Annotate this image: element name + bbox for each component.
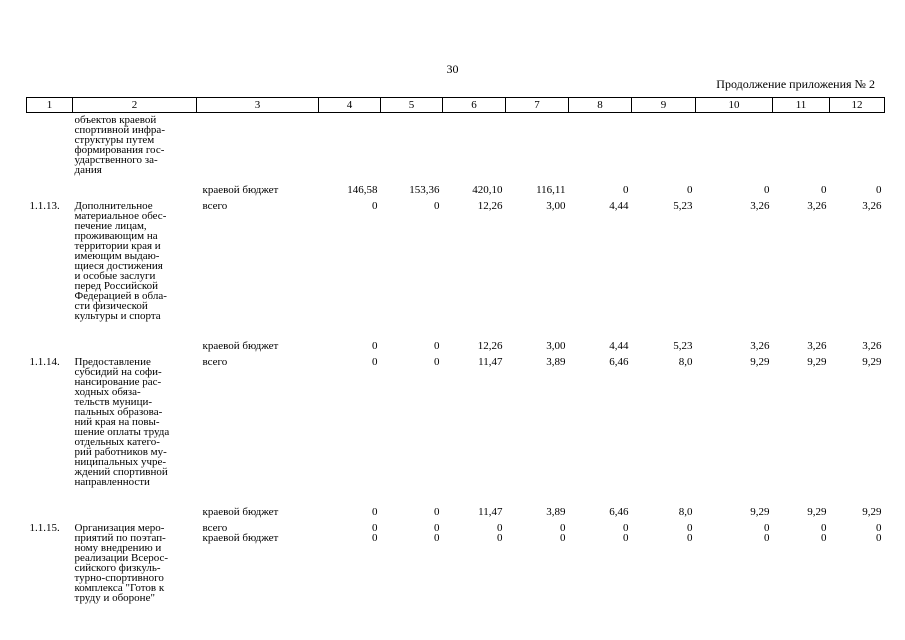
row-funding-source: краевой бюджет xyxy=(202,339,279,352)
row-value: 9,29 xyxy=(750,505,770,518)
row-value: 9,29 xyxy=(862,355,882,368)
row-funding-source: всего xyxy=(202,199,228,212)
row-value: 0 xyxy=(687,183,693,196)
row-value: 0 xyxy=(434,339,440,352)
column-number-header-row xyxy=(27,98,885,113)
row-funding-source: краевой бюджет xyxy=(202,505,279,518)
row-value: 3,26 xyxy=(807,199,827,212)
column-header: 10 xyxy=(696,98,773,113)
row-value: 4,44 xyxy=(609,199,629,212)
row-value: 3,26 xyxy=(750,199,770,212)
row-activity-name: Предоставление субсидий на софи- нансирование рас- ходных обяза- тельств муници- пальных образова- ний края на повы- шение оплаты труда отдельных катего- рий работников му- ниципальных учре- ждений спортивной направленности xyxy=(74,355,170,488)
row-value: 12,26 xyxy=(477,339,503,352)
row-value: 9,29 xyxy=(750,355,770,368)
row-value: 3,89 xyxy=(546,505,566,518)
table-row xyxy=(27,355,885,505)
column-header: 5 xyxy=(381,98,443,113)
row-value: 8,0 xyxy=(678,355,693,368)
row-value: 8,0 xyxy=(678,505,693,518)
row-value: 0 xyxy=(434,355,440,368)
column-header: 8 xyxy=(569,98,632,113)
column-header: 12 xyxy=(830,98,885,113)
row-code: 1.1.13. xyxy=(29,199,60,212)
row-value: 0 xyxy=(372,339,378,352)
row-value: 0 xyxy=(623,183,629,196)
row-value: 3,26 xyxy=(807,339,827,352)
row-code: 1.1.14. xyxy=(29,355,60,368)
row-value: 0 xyxy=(372,355,378,368)
column-header: 3 xyxy=(197,98,319,113)
row-value: 3,00 xyxy=(546,339,566,352)
column-header: 2 xyxy=(73,98,197,113)
row-value: 153,36 xyxy=(409,183,440,196)
row-value: 4,44 xyxy=(609,339,629,352)
row-activity-name: объектов краевой спортивной инфра- структуры путем формирования гос- ударственного за- дания xyxy=(74,114,165,176)
row-value: 9,29 xyxy=(807,355,827,368)
row-value xyxy=(830,113,885,183)
row-value: 0 0 xyxy=(497,521,503,544)
row-value xyxy=(632,113,696,183)
row-value xyxy=(696,113,773,183)
row-value: 6,46 xyxy=(609,355,629,368)
row-value: 420,10 xyxy=(472,183,503,196)
row-value: 11,47 xyxy=(478,355,503,368)
row-value: 0 xyxy=(372,199,378,212)
row-activity-name: Организация меро- приятий по поэтап- ному внедрению и реализации Всерос- сийского физкуль- турно-спортивного комплекса "Готов к труду и обороне" xyxy=(74,521,169,604)
row-value: 5,23 xyxy=(673,199,693,212)
row-code xyxy=(27,339,73,355)
row-funding-source xyxy=(197,113,319,183)
row-value: 3,26 xyxy=(862,339,882,352)
row-value: 11,47 xyxy=(478,505,503,518)
row-value: 0 0 xyxy=(372,521,378,544)
row-value: 6,46 xyxy=(609,505,629,518)
column-header: 1 xyxy=(27,98,73,113)
page-number: 30 xyxy=(446,62,459,76)
row-funding-source: краевой бюджет xyxy=(202,183,279,196)
row-value: 146,58 xyxy=(347,183,378,196)
row-value: 0 0 xyxy=(764,521,770,544)
row-activity-name: Дополнительное материальное обес- печение лицам, проживающим на территории края и имеющим выдаю- щиеся достижения и особые заслуги перед Российской Федерацией в обла- сти физической культуры и спорта xyxy=(74,199,167,322)
row-value: 0 xyxy=(876,183,882,196)
row-value: 9,29 xyxy=(862,505,882,518)
row-funding-source: всего xyxy=(202,355,228,368)
row-value: 0 0 xyxy=(687,521,693,544)
row-code xyxy=(27,505,73,521)
budget-table xyxy=(26,97,885,616)
row-funding-source: всего краевой бюджет xyxy=(202,521,279,544)
row-value: 0 xyxy=(821,183,827,196)
row-value: 0 0 xyxy=(560,521,566,544)
row-value xyxy=(381,113,443,183)
row-value: 5,23 xyxy=(673,339,693,352)
table-row xyxy=(27,521,885,616)
row-value: 3,89 xyxy=(546,355,566,368)
row-value: 0 0 xyxy=(876,521,882,544)
column-header: 4 xyxy=(319,98,381,113)
row-value: 3,26 xyxy=(750,339,770,352)
column-header: 7 xyxy=(506,98,569,113)
row-value: 0 xyxy=(372,505,378,518)
row-value xyxy=(319,113,381,183)
row-code xyxy=(27,183,73,199)
row-value: 3,26 xyxy=(862,199,882,212)
row-value: 12,26 xyxy=(477,199,503,212)
appendix-continuation-note: Продолжение приложения № 2 xyxy=(716,77,875,91)
column-header: 6 xyxy=(443,98,506,113)
column-header: 9 xyxy=(632,98,696,113)
row-value: 0 0 xyxy=(623,521,629,544)
table-row xyxy=(27,113,885,183)
table-row xyxy=(27,183,885,199)
row-value: 3,00 xyxy=(546,199,566,212)
row-value: 0 xyxy=(434,199,440,212)
table-row xyxy=(27,505,885,521)
row-code: 1.1.15. xyxy=(29,521,60,534)
table-row xyxy=(27,199,885,339)
column-header: 11 xyxy=(773,98,830,113)
row-code xyxy=(27,113,73,183)
row-value: 0 0 xyxy=(434,521,440,544)
row-value: 0 xyxy=(764,183,770,196)
row-activity-name xyxy=(73,339,197,355)
row-value xyxy=(443,113,506,183)
row-value: 9,29 xyxy=(807,505,827,518)
row-value: 116,11 xyxy=(536,183,566,196)
row-value xyxy=(506,113,569,183)
row-activity-name xyxy=(73,183,197,199)
row-value xyxy=(569,113,632,183)
table-row xyxy=(27,339,885,355)
row-value xyxy=(773,113,830,183)
row-value: 0 xyxy=(434,505,440,518)
row-activity-name xyxy=(73,505,197,521)
row-value: 0 0 xyxy=(821,521,827,544)
